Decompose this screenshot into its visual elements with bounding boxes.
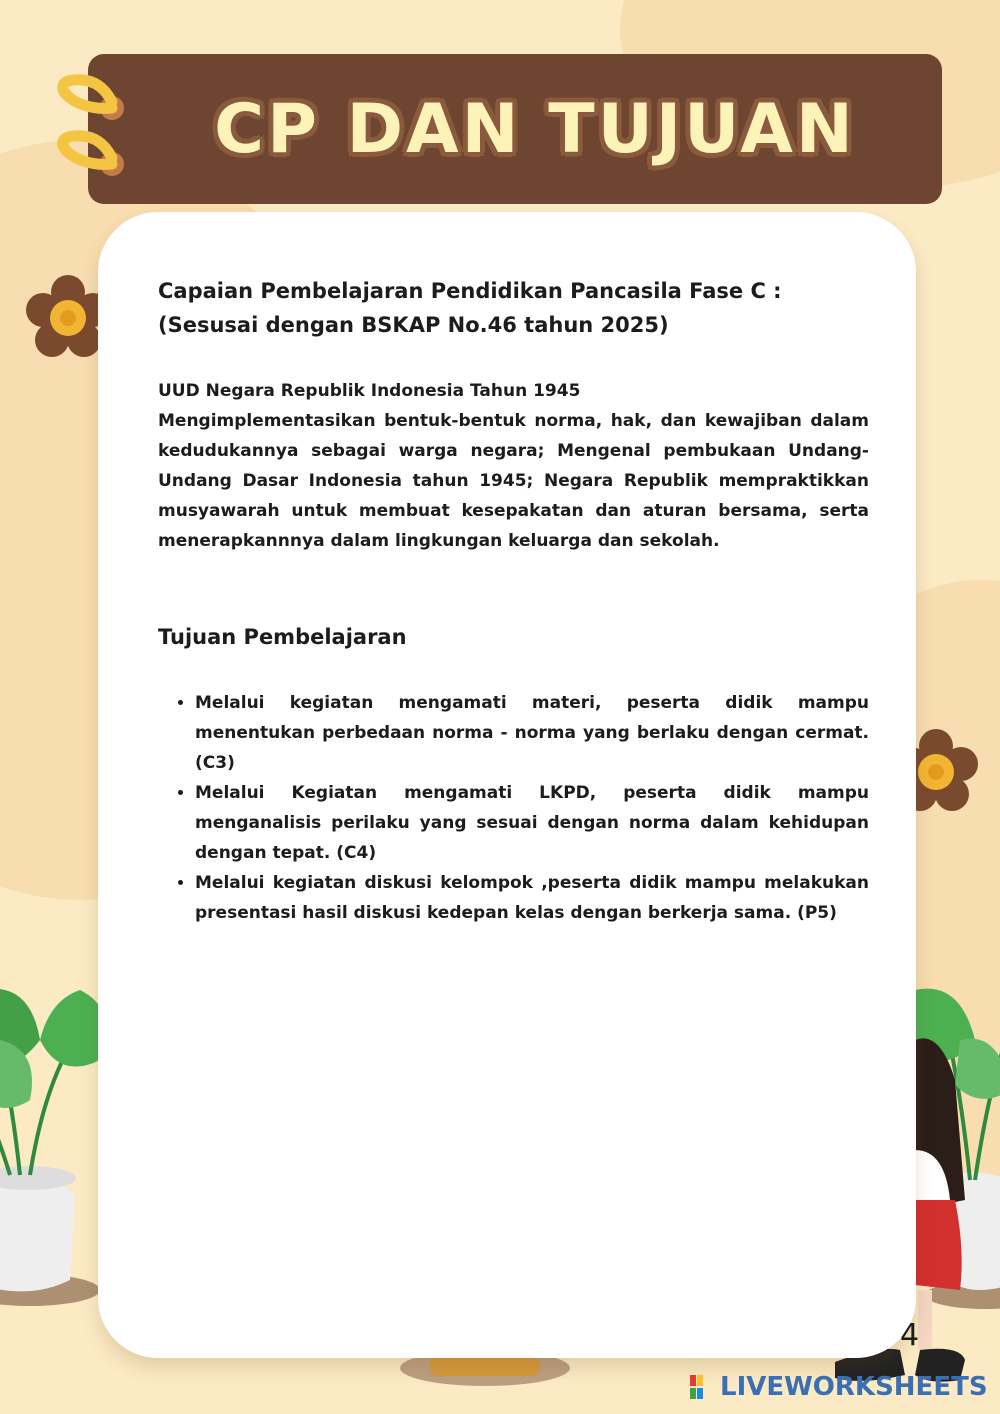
- capaian-paragraph: Mengimplementasikan bentuk-bentuk norma, hak, dan kewajiban dalam kedudukannya sebagai warga negara; Mengenal pembukaan Undang-Undang Dasar Indonesia tahun 1945; Negara Republik mempraktikkan musyawarah untuk membuat kesepakatan dan aturan bersama, serta menerapkannnya dalam lingkungan keluarga dan sekolah.: [158, 411, 869, 551]
- binder-rings-icon: [52, 72, 142, 192]
- tujuan-heading: Tujuan Pembelajaran: [158, 625, 407, 649]
- content-body: [158, 274, 869, 928]
- list-item: • Melalui Kegiatan mengamati LKPD, peserta didik mampu menganalisis perilaku yang sesuai dengan norma dalam kehidupan dengan tepat. (C4): [195, 778, 869, 868]
- section-title: UUD Negara Republik Indonesia Tahun 1945: [158, 381, 581, 401]
- capaian-heading-line2: (Sesusai dengan BSKAP No.46 tahun 2025): [158, 313, 669, 337]
- liveworksheets-logo-icon: [690, 1373, 716, 1401]
- capaian-section: [158, 376, 869, 556]
- liveworksheets-watermark: [690, 1372, 988, 1402]
- list-item: • Melalui kegiatan mengamati materi, peserta didik mampu menentukan perbedaan norma - norma yang berlaku dengan cermat. (C3): [195, 688, 869, 778]
- title-banner: [88, 54, 942, 204]
- tujuan-list: [158, 688, 869, 928]
- page-title: CP DAN TUJUAN: [214, 89, 856, 169]
- page-number: 4: [900, 1318, 920, 1353]
- plant-left-illustration: [0, 989, 107, 1306]
- capaian-heading: [158, 274, 869, 342]
- watermark-text: LIVEWORKSHEETS: [720, 1372, 988, 1402]
- capaian-heading-line1: Capaian Pembelajaran Pendidikan Pancasila Fase C :: [158, 279, 782, 303]
- floor-object: [430, 1356, 540, 1376]
- list-item: • Melalui kegiatan diskusi kelompok ,peserta didik mampu melakukan presentasi hasil diskusi kedepan kelas dengan berkerja sama. (P5): [195, 868, 869, 928]
